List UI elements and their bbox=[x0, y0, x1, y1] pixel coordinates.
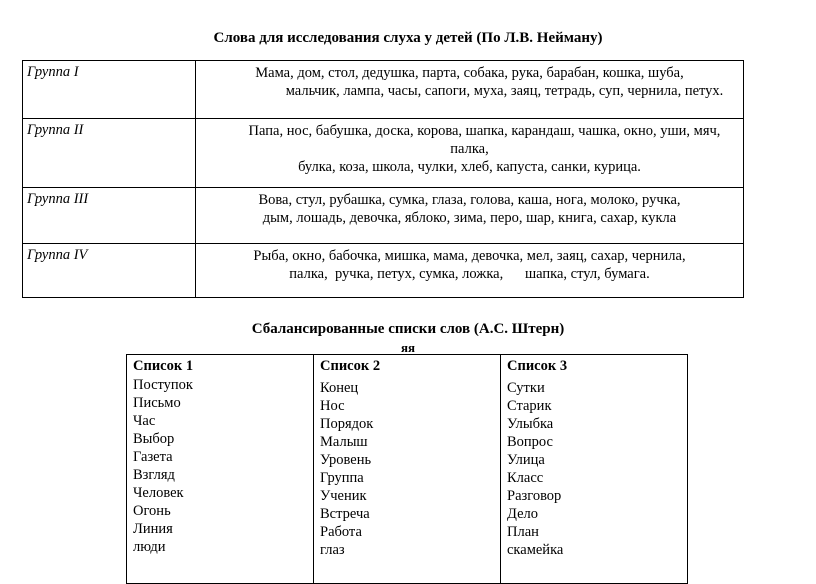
group-words-line: Рыба, окно, бабочка, мишка, мама, девочка, мел, заяц, сахар, чернила, bbox=[253, 248, 686, 264]
word-lists-table bbox=[126, 354, 688, 584]
list-item: Работа bbox=[320, 524, 362, 540]
page-title: Слова для исследования слуха у детей (По Л.В. Нейману) bbox=[213, 30, 603, 46]
list-item: Порядок bbox=[320, 416, 374, 432]
list-header: Список 2 bbox=[320, 358, 381, 374]
list-item: Встреча bbox=[320, 506, 370, 522]
list-item: Старик bbox=[507, 398, 552, 414]
list-header: Список 1 bbox=[133, 358, 194, 374]
section-title-fragment: яя bbox=[400, 340, 416, 355]
group-words-line: Папа, нос, бабушка, доска, корова, шапка, карандаш, чашка, окно, уши, мяч, bbox=[248, 123, 721, 139]
list-item: Вопрос bbox=[507, 434, 553, 450]
table-row bbox=[23, 188, 744, 244]
group-words bbox=[196, 61, 744, 119]
group-words-line: палка, bbox=[450, 141, 489, 157]
section-title: Сбалансированные списки слов (А.С. Штерн) bbox=[251, 321, 565, 337]
list-column bbox=[501, 355, 688, 584]
group-words bbox=[196, 119, 744, 188]
list-item: Дело bbox=[507, 506, 538, 522]
table-row bbox=[23, 119, 744, 188]
table-row bbox=[23, 244, 744, 298]
list-item: План bbox=[507, 524, 539, 540]
word-groups-table bbox=[22, 60, 744, 298]
list-item: глаз bbox=[320, 542, 345, 558]
list-item: Нос bbox=[320, 398, 345, 414]
list-item: Линия bbox=[133, 521, 173, 537]
list-column bbox=[127, 355, 314, 584]
group-words-line: булка, коза, школа, чулки, хлеб, капуста, санки, курица. bbox=[298, 159, 641, 175]
list-item: Письмо bbox=[133, 395, 181, 411]
group-words-line: палка, ручка, петух, сумка, ложка, шапка, стул, бумага. bbox=[289, 266, 650, 282]
list-item: скамейка bbox=[507, 542, 564, 558]
group-words bbox=[196, 244, 744, 298]
list-item: Сутки bbox=[507, 380, 545, 396]
list-item: Час bbox=[133, 413, 156, 429]
group-words-line: Вова, стул, рубашка, сумка, глаза, голова, каша, нога, молоко, ручка, bbox=[258, 192, 681, 208]
table-row bbox=[23, 61, 744, 119]
list-item: Газета bbox=[133, 449, 173, 465]
list-item: Группа bbox=[320, 470, 364, 486]
list-item: Малыш bbox=[320, 434, 368, 450]
list-item: Ученик bbox=[320, 488, 367, 504]
table-row bbox=[127, 355, 688, 584]
list-item: Улица bbox=[507, 452, 545, 468]
group-words bbox=[196, 188, 744, 244]
list-column bbox=[314, 355, 501, 584]
list-item: Взгляд bbox=[133, 467, 175, 483]
list-item: Улыбка bbox=[507, 416, 554, 432]
group-name: Группа III bbox=[23, 188, 196, 244]
group-words-line: дым, лошадь, девочка, яблоко, зима, перо, шар, книга, сахар, кукла bbox=[262, 210, 677, 226]
list-item: Уровень bbox=[320, 452, 372, 468]
group-name: Группа I bbox=[23, 61, 196, 119]
group-words-line: мальчик, лампа, часы, сапоги, муха, заяц, тетрадь, суп, чернила, петух. bbox=[285, 83, 724, 99]
list-item: Человек bbox=[133, 485, 184, 501]
group-name: Группа IV bbox=[23, 244, 196, 298]
list-item: люди bbox=[133, 539, 166, 555]
list-item: Огонь bbox=[133, 503, 171, 519]
list-item: Разговор bbox=[507, 488, 562, 504]
group-words-line: Мама, дом, стол, дедушка, парта, собака, рука, барабан, кошка, шуба, bbox=[255, 65, 684, 81]
list-item: Выбор bbox=[133, 431, 175, 447]
list-item: Класс bbox=[507, 470, 544, 486]
list-header: Список 3 bbox=[507, 358, 568, 374]
list-item: Поступок bbox=[133, 377, 193, 393]
list-item: Конец bbox=[320, 380, 359, 396]
group-name: Группа II bbox=[23, 119, 196, 188]
